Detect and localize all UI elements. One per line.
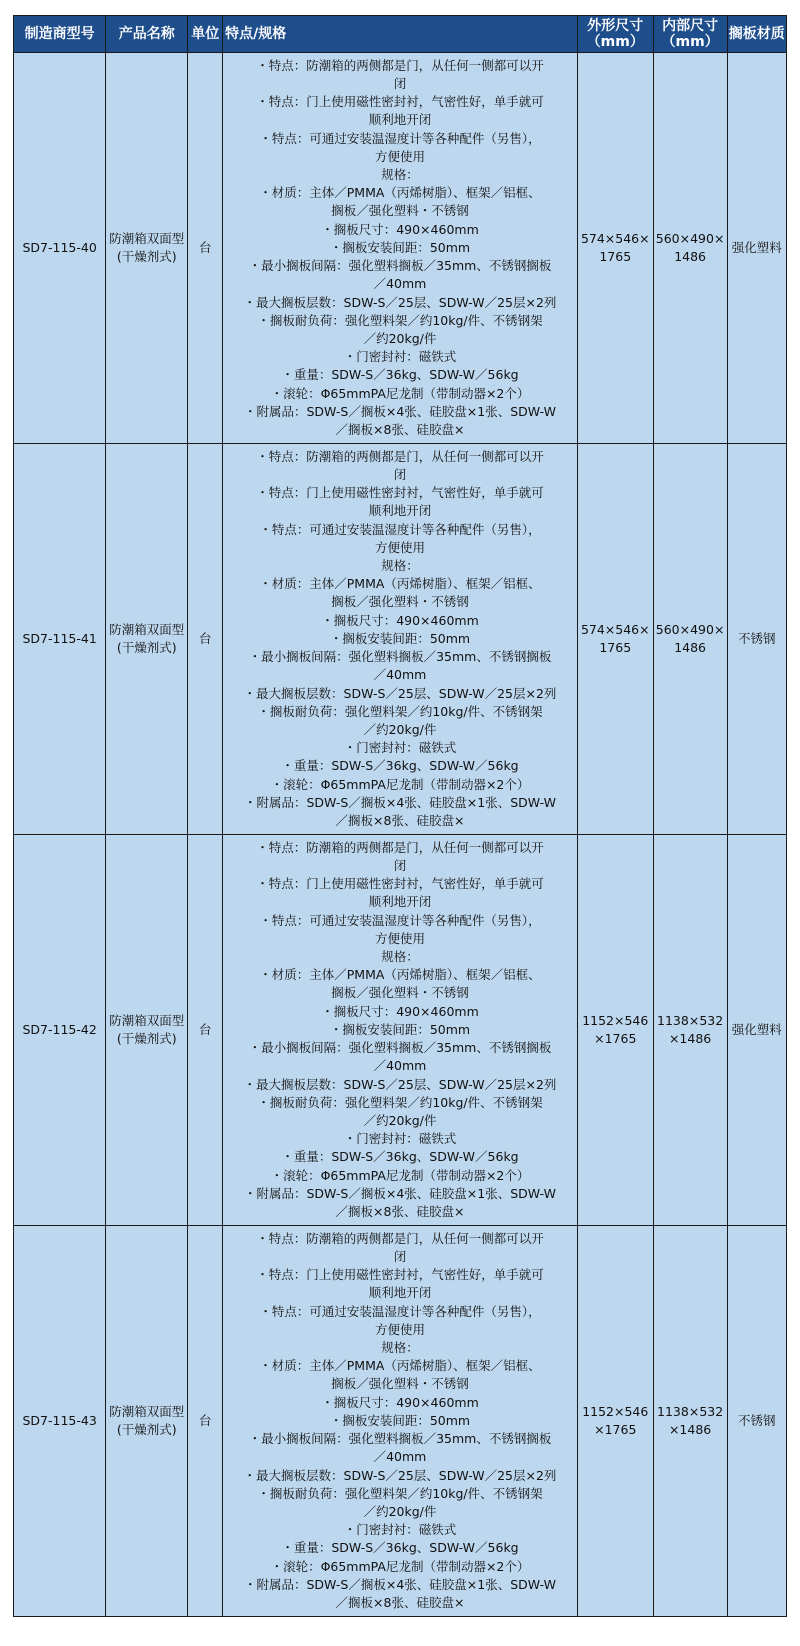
spec-line: 搁板／强化塑料・不锈钢 <box>331 594 469 610</box>
spec-line: 方便使用 <box>374 539 425 555</box>
cell-shelf-material: 强化塑料 <box>727 53 786 444</box>
cell-model: SD7-115-42 <box>14 835 106 1226</box>
spec-line: 规格： <box>381 1340 419 1356</box>
spec-line: ・附属品：SDW-S／搁板×4张、硅胶盘×1张、SDW-W <box>243 1576 556 1592</box>
spec-line: ・特点：防潮箱的两侧都是门，从任何一侧都可以开 <box>256 448 544 464</box>
spec-line: ・特点：门上使用磁性密封衬，气密性好，单手就可 <box>256 1267 544 1283</box>
cell-model: SD7-115-40 <box>14 53 106 444</box>
spec-line: ・最小搁板间隔：强化塑料搁板／35mm、不锈钢搁板 <box>248 258 552 274</box>
spec-line: ・最小搁板间隔：强化塑料搁板／35mm、不锈钢搁板 <box>248 1040 552 1056</box>
table-header-row <box>14 16 787 53</box>
spec-line: ・门密封衬：磁铁式 <box>343 1522 457 1538</box>
spec-line: ・门密封衬：磁铁式 <box>343 740 457 756</box>
spec-line: 搁板／强化塑料・不锈钢 <box>331 1376 469 1392</box>
spec-line: ／约20kg/件 <box>363 330 437 346</box>
spec-line: ・滚轮：Φ65mmPA尼龙制（带制动器×2个） <box>270 385 530 401</box>
spec-line: ・重量：SDW-S／36kg、SDW-W／56kg <box>281 1540 519 1556</box>
spec-line: ・特点：防潮箱的两侧都是门，从任何一侧都可以开 <box>256 57 544 73</box>
spec-line: ・特点：防潮箱的两侧都是门，从任何一侧都可以开 <box>256 1230 544 1246</box>
spec-line: ・最大搁板层数：SDW-S／25层、SDW-W／25层×2列 <box>243 1467 557 1483</box>
spec-line: ／约20kg/件 <box>363 1503 437 1519</box>
spec-line: ／约20kg/件 <box>363 1112 437 1128</box>
spec-line: ・搁板尺寸：490×460mm <box>321 612 479 628</box>
spec-line: ／40mm <box>373 1058 427 1074</box>
cell-outer-size: 1152×546×1765 <box>577 1226 653 1617</box>
spec-line: ／40mm <box>373 1449 427 1465</box>
spec-line: ・滚轮：Φ65mmPA尼龙制（带制动器×2个） <box>270 776 530 792</box>
spec-line: ／搁板×8张、硅胶盘× <box>335 1594 465 1610</box>
cell-inner-size: 560×490×1486 <box>653 53 727 444</box>
spec-line: ・搁板耐负荷：强化塑料架／约10kg/件、不锈钢架 <box>257 1094 543 1110</box>
cell-model: SD7-115-43 <box>14 1226 106 1617</box>
table-row <box>14 1226 787 1617</box>
spec-line: ・搁板安装间距：50mm <box>329 1412 471 1428</box>
spec-line: ／搁板×8张、硅胶盘× <box>335 421 465 437</box>
spec-line: ・门密封衬：磁铁式 <box>343 349 457 365</box>
spec-line: ・搁板尺寸：490×460mm <box>321 221 479 237</box>
cell-shelf-material: 不锈钢 <box>727 1226 786 1617</box>
spec-line: ・搁板耐负荷：强化塑料架／约10kg/件、不锈钢架 <box>257 703 543 719</box>
spec-line: ・特点：门上使用磁性密封衬，气密性好，单手就可 <box>256 876 544 892</box>
table-body <box>14 53 787 1617</box>
spec-line: ・最小搁板间隔：强化塑料搁板／35mm、不锈钢搁板 <box>248 649 552 665</box>
spec-line: ・材质：主体／PMMA（丙烯树脂）、框架／铝框、 <box>259 1358 541 1374</box>
cell-outer-size: 1152×546×1765 <box>577 835 653 1226</box>
spec-line: ・特点：防潮箱的两侧都是门，从任何一侧都可以开 <box>256 839 544 855</box>
cell-inner-size: 1138×532×1486 <box>653 1226 727 1617</box>
spec-line: ・滚轮：Φ65mmPA尼龙制（带制动器×2个） <box>270 1167 530 1183</box>
cell-shelf-material: 不锈钢 <box>727 444 786 835</box>
spec-line: 闭 <box>393 76 407 92</box>
table-row <box>14 835 787 1226</box>
spec-line: ・最大搁板层数：SDW-S／25层、SDW-W／25层×2列 <box>243 294 557 310</box>
spec-line: 顺利地开闭 <box>368 112 432 128</box>
spec-line: 闭 <box>393 467 407 483</box>
header-spec: 特点/规格 <box>223 16 578 53</box>
cell-shelf-material: 强化塑料 <box>727 835 786 1226</box>
cell-unit: 台 <box>188 1226 223 1617</box>
header-inner-size: 内部尺寸（mm） <box>653 16 727 53</box>
cell-product-name: 防潮箱双面型(干燥剂式) <box>106 1226 188 1617</box>
table-row <box>14 53 787 444</box>
spec-line: ・最大搁板层数：SDW-S／25层、SDW-W／25层×2列 <box>243 1076 557 1092</box>
cell-spec <box>223 444 578 835</box>
spec-line: ・门密封衬：磁铁式 <box>343 1131 457 1147</box>
spec-line: ・搁板安装间距：50mm <box>329 239 471 255</box>
spec-line: 顺利地开闭 <box>368 503 432 519</box>
spec-line: ・搁板耐负荷：强化塑料架／约10kg/件、不锈钢架 <box>257 1485 543 1501</box>
header-outer-size: 外形尺寸（mm） <box>577 16 653 53</box>
cell-model: SD7-115-41 <box>14 444 106 835</box>
cell-product-name: 防潮箱双面型(干燥剂式) <box>106 444 188 835</box>
spec-line: ・最大搁板层数：SDW-S／25层、SDW-W／25层×2列 <box>243 685 557 701</box>
spec-line: 规格： <box>381 558 419 574</box>
spec-line: ・重量：SDW-S／36kg、SDW-W／56kg <box>281 367 519 383</box>
spec-line: ・特点：门上使用磁性密封衬，气密性好，单手就可 <box>256 94 544 110</box>
product-table-container <box>13 15 787 1617</box>
cell-product-name: 防潮箱双面型(干燥剂式) <box>106 53 188 444</box>
table-row <box>14 444 787 835</box>
cell-spec <box>223 53 578 444</box>
spec-line: ・最小搁板间隔：强化塑料搁板／35mm、不锈钢搁板 <box>248 1431 552 1447</box>
spec-line: ・材质：主体／PMMA（丙烯树脂）、框架／铝框、 <box>259 967 541 983</box>
spec-line: ・材质：主体／PMMA（丙烯树脂）、框架／铝框、 <box>259 185 541 201</box>
spec-line: ・附属品：SDW-S／搁板×4张、硅胶盘×1张、SDW-W <box>243 403 556 419</box>
cell-inner-size: 560×490×1486 <box>653 444 727 835</box>
spec-line: 方便使用 <box>374 930 425 946</box>
spec-line: ・搁板尺寸：490×460mm <box>321 1003 479 1019</box>
spec-line: ／搁板×8张、硅胶盘× <box>335 812 465 828</box>
cell-spec <box>223 1226 578 1617</box>
cell-unit: 台 <box>188 444 223 835</box>
cell-outer-size: 574×546×1765 <box>577 53 653 444</box>
spec-line: ・材质：主体／PMMA（丙烯树脂）、框架／铝框、 <box>259 576 541 592</box>
cell-inner-size: 1138×532×1486 <box>653 835 727 1226</box>
header-unit: 单位 <box>188 16 223 53</box>
spec-line: ・特点：可通过安装温湿度计等各种配件（另售）， <box>259 130 541 146</box>
spec-line: ・滚轮：Φ65mmPA尼龙制（带制动器×2个） <box>270 1558 530 1574</box>
spec-line: ・搁板耐负荷：强化塑料架／约10kg/件、不锈钢架 <box>257 312 543 328</box>
cell-unit: 台 <box>188 53 223 444</box>
header-shelf-material: 搁板材质 <box>727 16 786 53</box>
spec-line: ・特点：可通过安装温湿度计等各种配件（另售）， <box>259 521 541 537</box>
spec-line: 方便使用 <box>374 1321 425 1337</box>
spec-line: ／40mm <box>373 276 427 292</box>
spec-line: 闭 <box>393 858 407 874</box>
header-model: 制造商型号 <box>14 16 106 53</box>
spec-line: ／搁板×8张、硅胶盘× <box>335 1203 465 1219</box>
cell-product-name: 防潮箱双面型(干燥剂式) <box>106 835 188 1226</box>
spec-line: ／40mm <box>373 667 427 683</box>
spec-line: 搁板／强化塑料・不锈钢 <box>331 985 469 1001</box>
spec-line: ・特点：门上使用磁性密封衬，气密性好，单手就可 <box>256 485 544 501</box>
spec-line: ・附属品：SDW-S／搁板×4张、硅胶盘×1张、SDW-W <box>243 794 556 810</box>
spec-line: 规格： <box>381 949 419 965</box>
spec-line: 闭 <box>393 1249 407 1265</box>
spec-line: ・特点：可通过安装温湿度计等各种配件（另售）， <box>259 912 541 928</box>
spec-line: ・附属品：SDW-S／搁板×4张、硅胶盘×1张、SDW-W <box>243 1185 556 1201</box>
spec-line: 规格： <box>381 167 419 183</box>
cell-unit: 台 <box>188 835 223 1226</box>
spec-line: ・特点：可通过安装温湿度计等各种配件（另售）， <box>259 1303 541 1319</box>
product-spec-table <box>13 15 787 1617</box>
spec-line: 顺利地开闭 <box>368 894 432 910</box>
spec-line: ・重量：SDW-S／36kg、SDW-W／56kg <box>281 1149 519 1165</box>
spec-line: ・重量：SDW-S／36kg、SDW-W／56kg <box>281 758 519 774</box>
header-name: 产品名称 <box>106 16 188 53</box>
spec-line: ・搁板安装间距：50mm <box>329 1021 471 1037</box>
cell-spec <box>223 835 578 1226</box>
spec-line: 顺利地开闭 <box>368 1285 432 1301</box>
spec-line: 搁板／强化塑料・不锈钢 <box>331 203 469 219</box>
spec-line: ・搁板尺寸：490×460mm <box>321 1394 479 1410</box>
cell-outer-size: 574×546×1765 <box>577 444 653 835</box>
spec-line: ・搁板安装间距：50mm <box>329 630 471 646</box>
spec-line: ／约20kg/件 <box>363 721 437 737</box>
spec-line: 方便使用 <box>374 148 425 164</box>
